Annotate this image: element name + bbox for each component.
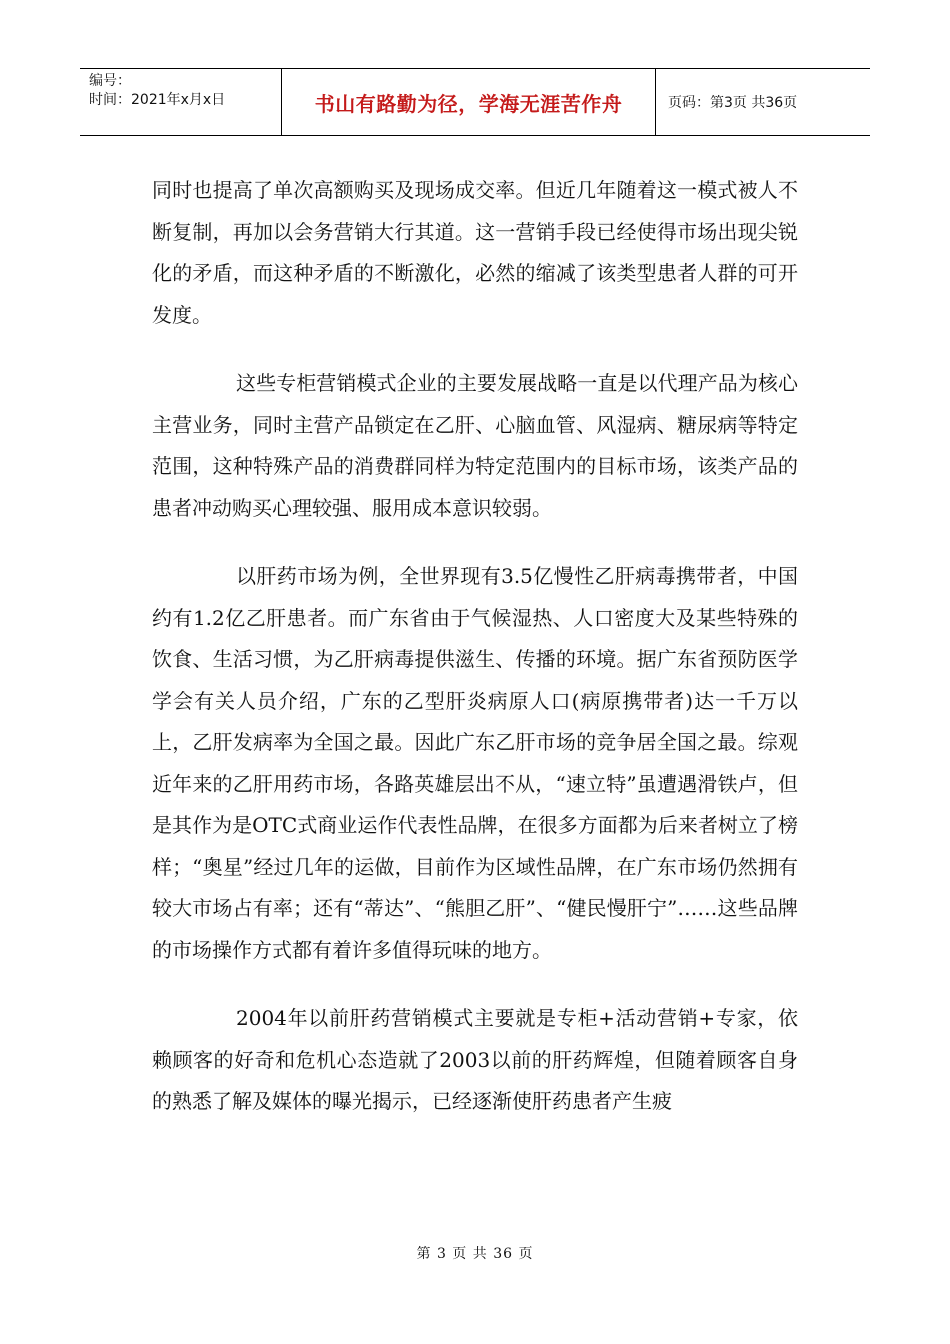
paragraph: 这些专柜营销模式企业的主要发展战略一直是以代理产品为核心主营业务，同时主营产品锁定在乙肝、心脑血管、风湿病、糖尿病等特定范围，这种特殊产品的消费群同样为特定范围内的目标市场，该类产品的患者冲动购买心理较强、服用成本意识较弱。 (152, 371, 798, 520)
paragraph: 以肝药市场为例，全世界现有3.5亿慢性乙肝病毒携带者，中国约有1.2亿乙肝患者。而广东省由于气候湿热、人口密度大及某些特殊的饮食、生活习惯，为乙肝病毒提供滋生、传播的环境。据广东省预防医学学会有关人员介绍，广东的乙型肝炎病原人口(病原携带者)达一千万以上，乙肝发病率为全国之最。因此广东乙肝市场的竞争居全国之最。综观近年来的乙肝用药市场，各路英雄层出不从，“速立特”虽遭遇滑铁卢，但是其作为是OTC式商业运作代表性品牌，在很多方面都为后来者树立了榜样；“奥星”经过几年的运做，目前作为区域性品牌，在广东市场仍然拥有较大市场占有率；还有“蒂达”、“熊胆乙肝”、“健民慢肝宁”……这些品牌的市场操作方式都有着许多值得玩味的地方。 (152, 564, 798, 962)
document-body (152, 170, 798, 1150)
header-page-info: 页码：第3页 共36页 (668, 95, 798, 111)
paragraph-continued: 同时也提高了单次高额购买及现场成交率。但近几年随着这一模式被人不断复制，再加以会务营销大行其道。这一营销手段已经使得市场出现尖锐化的矛盾，而这种矛盾的不断激化，必然的缩减了该类型患者人群的可开发度。 (152, 178, 798, 327)
document-time-label: 时间：2021年x月x日 (89, 92, 226, 108)
paragraph: 2004年以前肝药营销模式主要就是专柜+活动营销+专家，依赖顾客的好奇和危机心态造就了2003以前的肝药辉煌，但随着顾客自身的熟悉了解及媒体的曝光揭示，已经逐渐使肝药患者产生疲 (152, 1006, 798, 1113)
page-footer: 第 3 页 共 36 页 (416, 1246, 534, 1262)
document-number-label: 编号： (89, 73, 131, 89)
header-meta (80, 69, 282, 135)
page-header (80, 68, 870, 136)
header-motto: 书山有路勤为径，学海无涯苦作舟 (282, 69, 656, 135)
